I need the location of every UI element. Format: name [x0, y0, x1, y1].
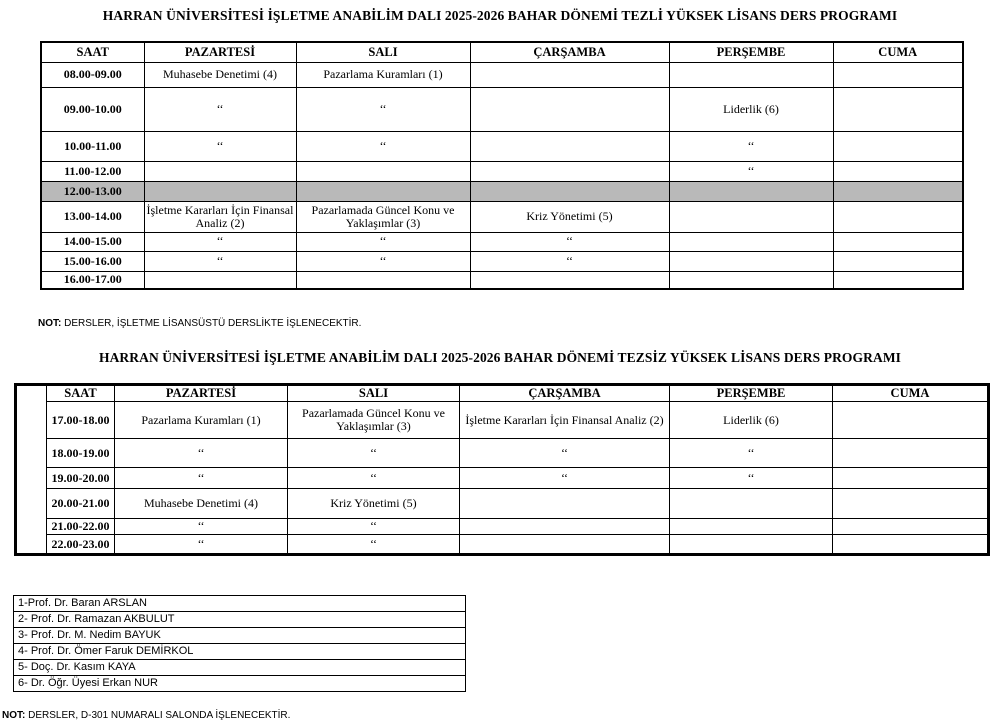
table-header-row — [16, 385, 989, 402]
time-cell: 17.00-18.00 — [47, 402, 115, 439]
course-cell: Kriz Yönetimi (5) — [288, 489, 460, 519]
table-row — [16, 468, 989, 489]
course-cell — [833, 62, 963, 87]
course-cell: Pazarlama Kuramları (1) — [296, 62, 470, 87]
instructor-item: 6- Dr. Öğr. Üyesi Erkan NUR — [14, 676, 466, 692]
instructor-legend — [13, 595, 466, 692]
program1-title: HARRAN ÜNİVERSİTESİ İŞLETME ANABİLİM DALI 2025-2026 BAHAR DÖNEMİ TEZLİ YÜKSEK LİSANS DERS PROGRAMI — [102, 8, 898, 23]
table-row — [41, 161, 963, 181]
header-sali: SALI — [288, 385, 460, 402]
course-cell: ‘‘ — [144, 131, 296, 161]
course-cell — [669, 232, 833, 251]
header-carsamba: ÇARŞAMBA — [460, 385, 670, 402]
course-cell — [670, 489, 833, 519]
time-cell: 22.00-23.00 — [47, 535, 115, 555]
left-margin-cell — [16, 402, 47, 439]
instructor-item: 2- Prof. Dr. Ramazan AKBULUT — [14, 612, 466, 628]
time-cell: 14.00-15.00 — [41, 232, 144, 251]
course-cell — [460, 535, 670, 555]
time-cell: 21.00-22.00 — [47, 519, 115, 535]
course-cell: ‘‘ — [144, 251, 296, 271]
time-cell: 19.00-20.00 — [47, 468, 115, 489]
course-cell — [833, 232, 963, 251]
left-margin-cell — [16, 519, 47, 535]
course-cell: İşletme Kararları İçin Finansal Analiz (2) — [460, 402, 670, 439]
course-cell: Pazarlama Kuramları (1) — [115, 402, 288, 439]
course-cell — [144, 161, 296, 181]
course-cell: ‘‘ — [288, 535, 460, 555]
course-cell: Liderlik (6) — [669, 87, 833, 131]
course-cell — [470, 87, 669, 131]
course-cell — [833, 271, 963, 289]
note-text: DERSLER, İŞLETME LİSANSÜSTÜ DERSLİKTE İŞLENECEKTİR. — [61, 318, 362, 329]
footer-note — [2, 710, 290, 721]
course-cell — [144, 181, 296, 201]
course-cell: ‘‘ — [288, 468, 460, 489]
table-row — [41, 131, 963, 161]
course-cell — [833, 251, 963, 271]
table-row — [16, 489, 989, 519]
table-row — [41, 62, 963, 87]
course-cell: ‘‘ — [470, 232, 669, 251]
time-cell: 08.00-09.00 — [41, 62, 144, 87]
course-cell — [296, 161, 470, 181]
course-cell: ‘‘ — [670, 439, 833, 468]
course-cell — [833, 201, 963, 232]
course-cell — [833, 181, 963, 201]
course-cell: ‘‘ — [144, 232, 296, 251]
course-cell — [296, 271, 470, 289]
course-cell: ‘‘ — [144, 87, 296, 131]
course-cell — [669, 181, 833, 201]
table-row — [41, 201, 963, 232]
header-persembe: PERŞEMBE — [670, 385, 833, 402]
course-cell — [833, 468, 989, 489]
left-margin-cell — [16, 385, 47, 402]
time-cell: 09.00-10.00 — [41, 87, 144, 131]
course-cell: ‘‘ — [460, 468, 670, 489]
instructor-item: 1-Prof. Dr. Baran ARSLAN — [14, 596, 466, 612]
course-cell: ‘‘ — [669, 131, 833, 161]
course-cell — [460, 519, 670, 535]
header-saat: SAAT — [47, 385, 115, 402]
table-header-row — [41, 42, 963, 62]
course-cell — [833, 87, 963, 131]
instructor-item: 5- Doç. Dr. Kasım KAYA — [14, 660, 466, 676]
header-saat: SAAT — [41, 42, 144, 62]
course-cell — [833, 535, 989, 555]
program1-table — [40, 41, 964, 290]
course-cell: ‘‘ — [460, 439, 670, 468]
note-text: DERSLER, D-301 NUMARALI SALONDA İŞLENECEKTİR. — [25, 710, 291, 721]
course-cell — [670, 519, 833, 535]
course-cell — [669, 271, 833, 289]
course-cell: ‘‘ — [470, 251, 669, 271]
course-cell — [669, 62, 833, 87]
course-cell: ‘‘ — [115, 439, 288, 468]
course-cell: Muhasebe Denetimi (4) — [144, 62, 296, 87]
note-label: NOT: — [2, 710, 26, 721]
table-row — [41, 87, 963, 131]
table-row — [16, 535, 989, 555]
left-margin-cell — [16, 468, 47, 489]
course-cell: Liderlik (6) — [670, 402, 833, 439]
left-margin-cell — [16, 489, 47, 519]
table-row — [16, 519, 989, 535]
course-cell: ‘‘ — [670, 468, 833, 489]
time-cell: 16.00-17.00 — [41, 271, 144, 289]
course-cell: ‘‘ — [288, 519, 460, 535]
table-row — [41, 232, 963, 251]
time-cell: 12.00-13.00 — [41, 181, 144, 201]
course-cell — [833, 519, 989, 535]
time-cell: 10.00-11.00 — [41, 131, 144, 161]
program2-table — [14, 383, 990, 556]
table-row — [16, 402, 989, 439]
table-row — [16, 439, 989, 468]
time-cell: 20.00-21.00 — [47, 489, 115, 519]
course-cell: Kriz Yönetimi (5) — [470, 201, 669, 232]
course-cell — [833, 161, 963, 181]
program1-note — [38, 318, 361, 329]
instructor-item: 4- Prof. Dr. Ömer Faruk DEMİRKOL — [14, 644, 466, 660]
header-cuma: CUMA — [833, 385, 989, 402]
course-cell: ‘‘ — [115, 535, 288, 555]
course-cell: ‘‘ — [115, 468, 288, 489]
header-persembe: PERŞEMBE — [669, 42, 833, 62]
note-label: NOT: — [38, 318, 62, 329]
course-cell — [833, 439, 989, 468]
table-row — [41, 251, 963, 271]
instructor-item: 3- Prof. Dr. M. Nedim BAYUK — [14, 628, 466, 644]
course-cell — [470, 181, 669, 201]
header-sali: SALI — [296, 42, 470, 62]
course-cell: ‘‘ — [296, 232, 470, 251]
time-cell: 15.00-16.00 — [41, 251, 144, 271]
header-carsamba: ÇARŞAMBA — [470, 42, 669, 62]
course-cell: ‘‘ — [296, 131, 470, 161]
course-cell — [470, 62, 669, 87]
course-cell: ‘‘ — [669, 161, 833, 181]
course-cell: ‘‘ — [296, 87, 470, 131]
course-cell — [470, 161, 669, 181]
course-cell — [470, 131, 669, 161]
course-cell — [833, 402, 989, 439]
course-cell: ‘‘ — [115, 519, 288, 535]
time-cell: 13.00-14.00 — [41, 201, 144, 232]
left-margin-cell — [16, 535, 47, 555]
table-row — [41, 271, 963, 289]
program2-title: HARRAN ÜNİVERSİTESİ İŞLETME ANABİLİM DALI 2025-2026 BAHAR DÖNEMİ TEZSİZ YÜKSEK LİSANS DERS PROGRAMI — [98, 350, 902, 365]
course-cell: İşletme Kararları İçin Finansal Analiz (2) — [144, 201, 296, 232]
course-cell: Pazarlamada Güncel Konu ve Yaklaşımlar (3) — [288, 402, 460, 439]
course-cell — [460, 489, 670, 519]
course-cell — [669, 201, 833, 232]
course-cell: Pazarlamada Güncel Konu ve Yaklaşımlar (3) — [296, 201, 470, 232]
course-cell — [144, 271, 296, 289]
course-cell — [833, 489, 989, 519]
course-cell — [833, 131, 963, 161]
course-cell: ‘‘ — [288, 439, 460, 468]
time-cell: 18.00-19.00 — [47, 439, 115, 468]
header-pazartesi: PAZARTESİ — [115, 385, 288, 402]
course-cell — [669, 251, 833, 271]
course-cell — [470, 271, 669, 289]
left-margin-cell — [16, 439, 47, 468]
course-cell: ‘‘ — [296, 251, 470, 271]
course-cell — [670, 535, 833, 555]
time-cell: 11.00-12.00 — [41, 161, 144, 181]
header-cuma: CUMA — [833, 42, 963, 62]
header-pazartesi: PAZARTESİ — [144, 42, 296, 62]
course-cell: Muhasebe Denetimi (4) — [115, 489, 288, 519]
course-cell — [296, 181, 470, 201]
lunch-row — [41, 181, 963, 201]
